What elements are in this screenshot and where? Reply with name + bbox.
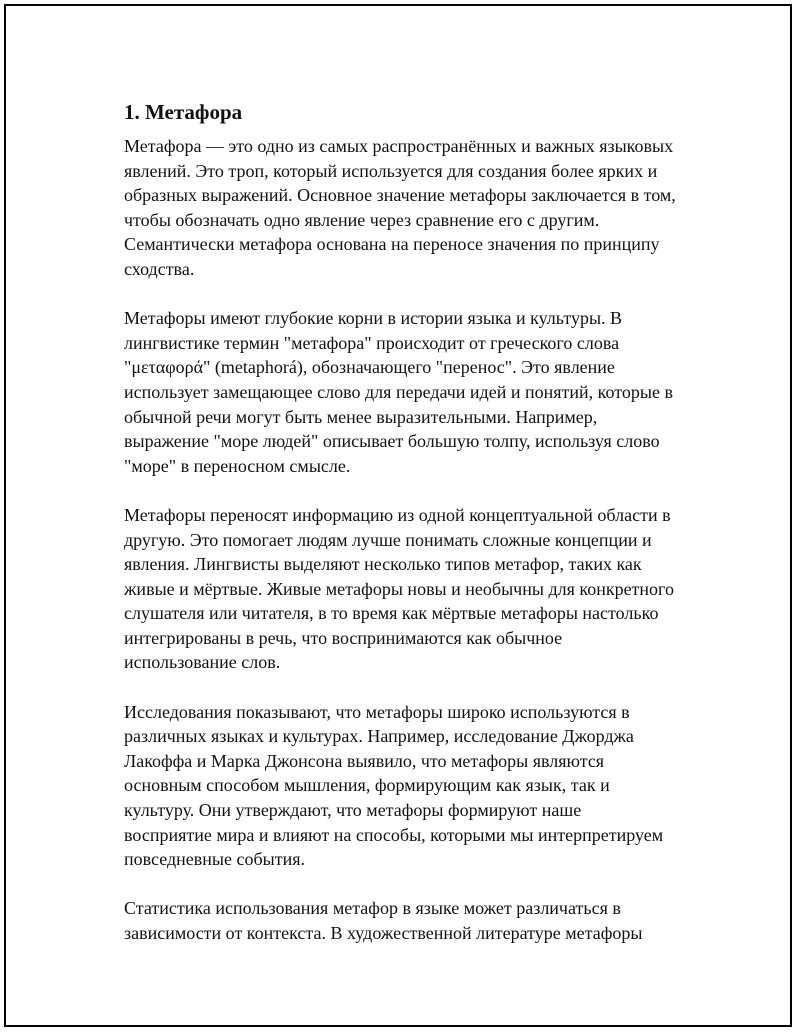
text-line: основным способом мышления, формирующим как язык, так и bbox=[124, 775, 610, 796]
text-line: чтобы обозначать одно явление через сравнение его с другим. bbox=[124, 209, 600, 230]
paragraph-3 bbox=[124, 503, 714, 675]
text-line: зависимости от контекста. В художественной литературе метафоры bbox=[124, 923, 643, 943]
document-body bbox=[124, 98, 714, 970]
text-line: слушателя или читателя, в то время как мёртвые метафоры настолько bbox=[124, 603, 659, 624]
text-line: Метафора — это одно из самых распространённых и важных языковых bbox=[124, 136, 674, 156]
text-line: "μεταφορά" (metaphorá), обозначающего "перенос". Это явление bbox=[124, 357, 615, 378]
text-line: восприятие мира и влияют на способы, которыми мы интерпретируем bbox=[124, 824, 664, 845]
text-line: "море" в переносном смысле. bbox=[124, 455, 351, 476]
text-line: лингвистике термин "метафора" происходит от греческого слова bbox=[124, 332, 620, 353]
text-line: явлений. Это троп, который используется для создания более ярких и bbox=[124, 160, 658, 181]
paragraph-1 bbox=[124, 134, 714, 282]
text-line: Статистика использования метафор в языке может различаться в bbox=[124, 898, 621, 919]
paragraph-5 bbox=[124, 896, 714, 945]
paragraph-2 bbox=[124, 306, 714, 478]
text-line: явления. Лингвисты выделяют несколько типов метафор, таких как bbox=[124, 554, 642, 575]
text-line: образных выражений. Основное значение метафоры заключается в том, bbox=[124, 185, 676, 206]
text-line: Лакоффа и Марка Джонсона выявило, что метафоры являются bbox=[124, 750, 605, 771]
text-line: Метафоры переносят информацию из одной концептуальной области в bbox=[124, 504, 671, 525]
text-line: интегрированы в речь, что воспринимаются как обычное bbox=[124, 627, 563, 648]
text-line: Метафоры имеют глубокие корни в истории языка и культуры. В bbox=[124, 308, 623, 329]
page-frame bbox=[4, 4, 792, 1027]
text-line: выражение "море людей" описывает большую толпу, используя слово bbox=[124, 431, 660, 452]
text-line: живые и мёртвые. Живые метафоры новы и необычны для конкретного bbox=[124, 578, 674, 599]
text-line: использование слов. bbox=[124, 652, 281, 673]
text-line: повседневные события. bbox=[124, 849, 306, 870]
section-heading: 1. Метафора bbox=[124, 100, 243, 124]
text-line: культуру. Они утверждают, что метафоры формируют наше bbox=[124, 800, 582, 821]
text-line: использует замещающее слово для передачи идей и понятий, которые в bbox=[124, 381, 673, 402]
text-line: Семантически метафора основана на переносе значения по принципу bbox=[124, 234, 660, 255]
text-line: обычной речи могут быть менее выразительными. Например, bbox=[124, 406, 598, 427]
text-line: Исследования показывают, что метафоры широко используются в bbox=[124, 701, 630, 722]
text-line: другую. Это помогает людям лучше понимать сложные концепции и bbox=[124, 529, 652, 550]
text-line: сходства. bbox=[124, 258, 195, 279]
text-line: различных языках и культурах. Например, исследование Джорджа bbox=[124, 726, 634, 747]
paragraph-4 bbox=[124, 700, 714, 872]
